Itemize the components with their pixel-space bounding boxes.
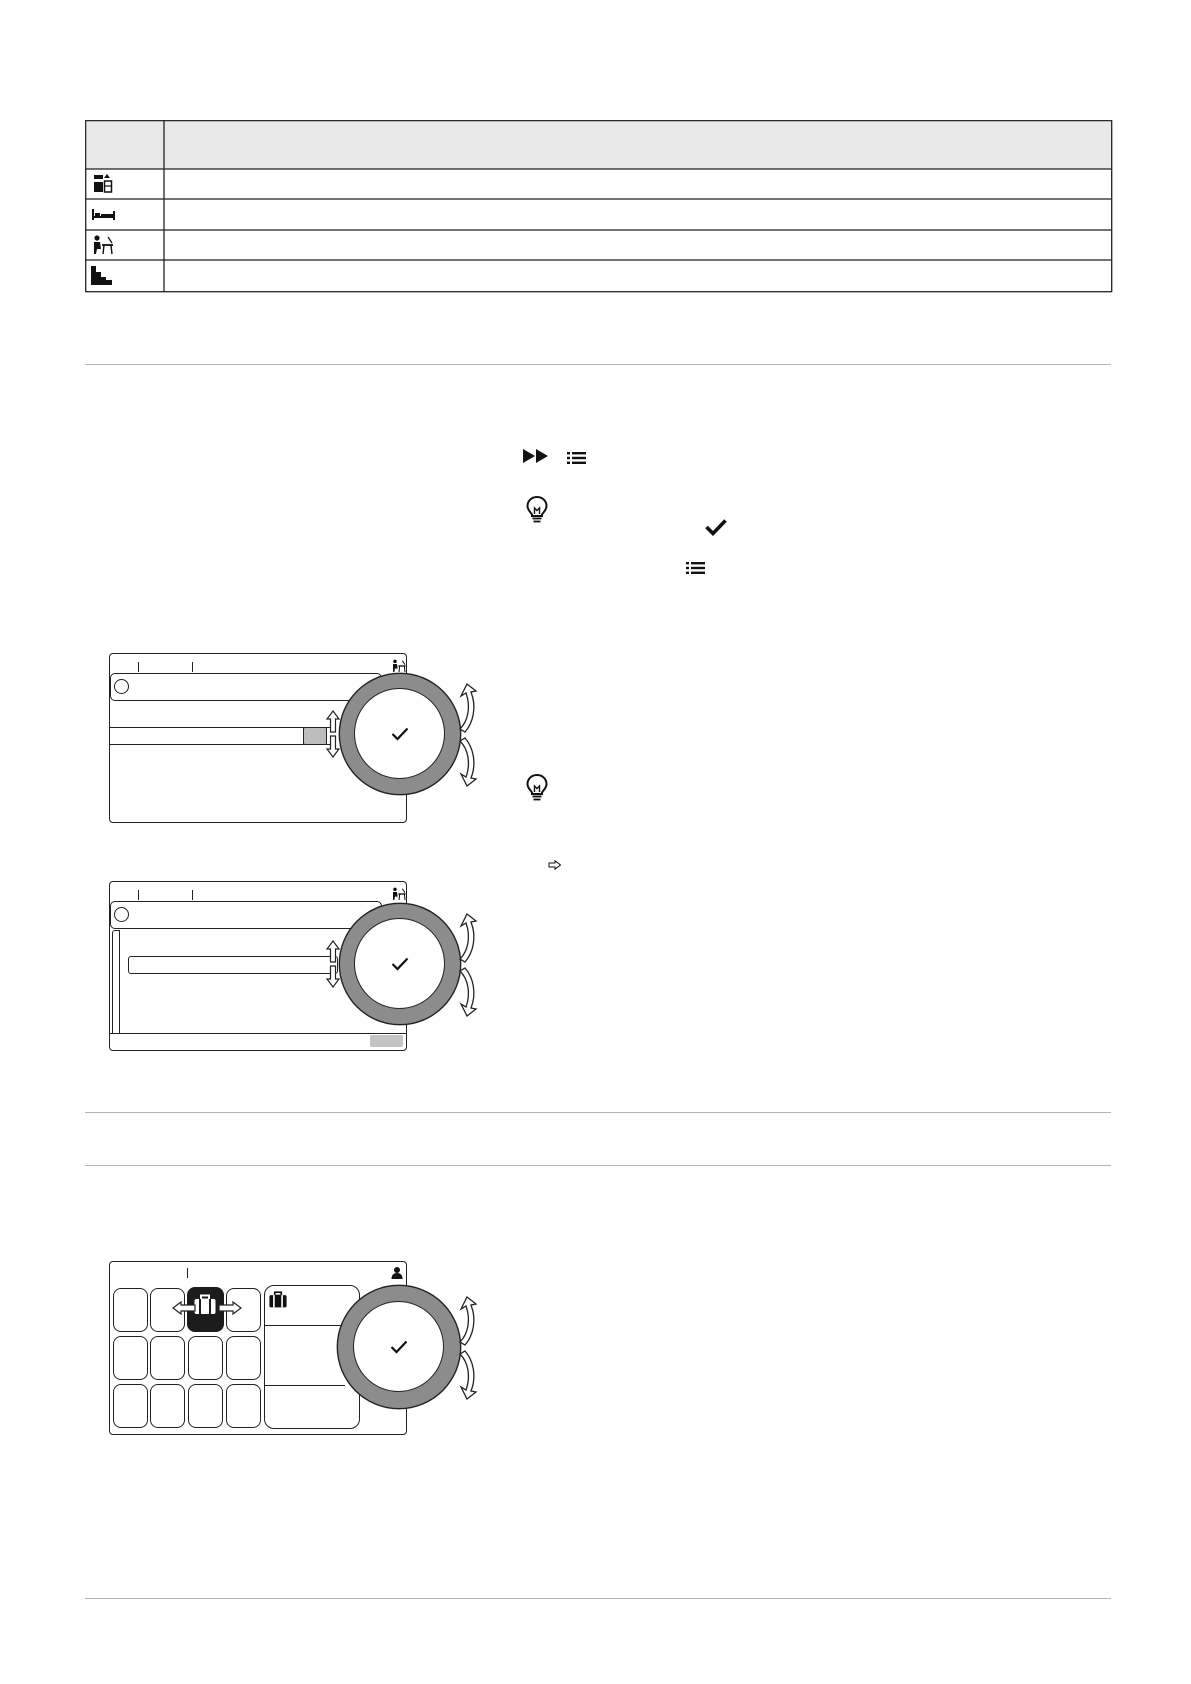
menu-header-bar: [110, 901, 382, 929]
home-party-icon: [92, 173, 114, 200]
rotary-dial[interactable]: [340, 674, 460, 794]
rotate-arrows-icon: [454, 1296, 494, 1405]
keypad-key[interactable]: [113, 1336, 148, 1380]
keypad-key[interactable]: [226, 1336, 261, 1380]
rotate-arrows-icon: [454, 683, 494, 792]
keypad-key[interactable]: [188, 1336, 223, 1380]
display-illustration-3: [104, 1258, 494, 1438]
result-arrow-icon: [548, 857, 562, 875]
lightbulb-icon: [525, 773, 549, 808]
keypad-key[interactable]: [150, 1336, 185, 1380]
person-icon: [390, 1266, 404, 1285]
rotary-dial[interactable]: [340, 904, 460, 1024]
fast-forward-icon: [522, 448, 550, 469]
softkey-button[interactable]: [370, 1035, 403, 1047]
keypad-key[interactable]: [150, 1384, 185, 1428]
section-divider-3: [85, 1165, 1111, 1166]
scroll-thumb[interactable]: [303, 727, 327, 745]
keypad-key[interactable]: [113, 1384, 148, 1428]
checkmark-icon: [391, 957, 409, 976]
status-bar-divider: [138, 662, 139, 672]
list-menu-icon: [686, 561, 706, 580]
checkmark-icon: [391, 727, 409, 746]
page-footer-rule: [85, 1598, 1111, 1599]
back-button[interactable]: [114, 907, 129, 922]
section-divider-2: [85, 1112, 1111, 1113]
status-bar-divider: [192, 890, 193, 900]
text-input-field[interactable]: [128, 956, 338, 974]
back-button[interactable]: [114, 679, 129, 694]
keypad-key[interactable]: [226, 1384, 261, 1428]
person-at-desk-icon: [91, 234, 115, 261]
suitcase-icon: [193, 1294, 217, 1321]
keypad-key[interactable]: [113, 1288, 148, 1332]
checkmark-icon: [390, 1340, 408, 1359]
display-illustration-1: [104, 650, 494, 825]
left-arrow-icon: [172, 1301, 196, 1320]
info-panel-divider: [265, 1325, 345, 1326]
bed-icon: [91, 205, 117, 228]
rotate-arrows-icon: [454, 913, 494, 1022]
mode-legend-table: [85, 120, 1116, 299]
rotary-dial[interactable]: [338, 1286, 460, 1408]
status-bar-divider: [192, 662, 193, 672]
list-menu-icon: [567, 451, 587, 470]
display-illustration-2: [104, 878, 494, 1053]
up-down-arrow-icon: [326, 940, 340, 993]
right-arrow-icon: [218, 1301, 242, 1320]
up-down-arrow-icon: [326, 710, 340, 763]
checkmark-icon: [705, 518, 727, 541]
bottom-softkey-bar: [110, 1033, 406, 1049]
menu-header-bar: [110, 673, 382, 701]
lightbulb-icon: [525, 495, 549, 530]
steps-icon: [90, 265, 114, 292]
status-bar-divider: [138, 890, 139, 900]
status-bar-divider: [187, 1268, 188, 1278]
suitcase-icon: [268, 1291, 288, 1314]
info-panel-divider: [265, 1385, 345, 1386]
section-divider-1: [85, 364, 1111, 365]
keypad-key[interactable]: [188, 1384, 223, 1428]
list-frame: [112, 930, 120, 1033]
